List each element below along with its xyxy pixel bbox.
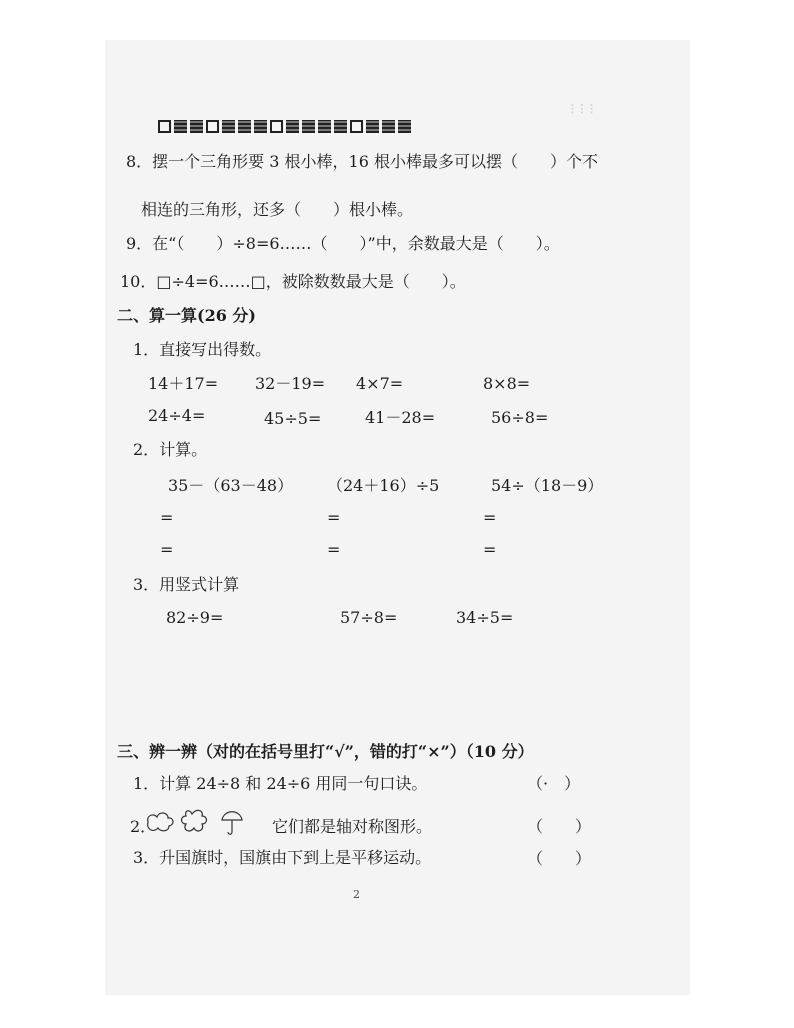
filled-square	[302, 120, 315, 133]
filled-square	[366, 120, 379, 133]
oral-calc-item: 45÷5=	[264, 409, 322, 428]
question-10: 10．□÷4=6……□，被除数数最大是（ ）。	[120, 272, 466, 291]
outline-square	[206, 120, 219, 133]
judge-question-2: 它们都是轴对称图形。	[272, 817, 433, 836]
bleed-through-text: ⁝ ⁝ ⁝	[570, 100, 594, 118]
filled-square	[334, 120, 347, 133]
section-2-sub1-title: 1．直接写出得数。	[133, 340, 272, 359]
header-block-row	[158, 120, 411, 133]
equals-sign: =	[483, 540, 497, 559]
filled-square	[174, 120, 187, 133]
section-2-title: 二、算一算(26 分)	[117, 306, 256, 325]
cloud-shape-icon	[148, 813, 173, 831]
filled-square	[222, 120, 235, 133]
filled-square	[190, 120, 203, 133]
oral-calc-item: 24÷4=	[148, 406, 206, 425]
filled-square	[398, 120, 411, 133]
oral-calc-item: 4×7=	[356, 374, 404, 393]
judge-answer-box-2[interactable]: （ ）	[527, 817, 592, 836]
section-3-title: 三、辨一辨（对的在括号里打“√”，错的打“×”）（10 分）	[117, 742, 534, 761]
section-2-sub3-title: 3．用竖式计算	[133, 575, 240, 594]
equals-sign: =	[160, 540, 174, 559]
question-8-line1: 8．摆一个三角形要 3 根小棒，16 根小棒最多可以摆（ ）个不	[126, 152, 598, 171]
judge-question-3: 3．升国旗时，国旗由下到上是平移运动。	[133, 848, 432, 867]
section-2-sub2-title: 2．计算。	[133, 440, 208, 459]
symmetric-shapes-figure	[144, 806, 274, 838]
judge-answer-box-3[interactable]: （ ）	[527, 849, 592, 868]
oral-calc-item: 41－28=	[365, 408, 436, 427]
outline-square	[158, 120, 171, 133]
outline-square	[350, 120, 363, 133]
equals-sign: =	[483, 508, 497, 527]
umbrella-shape-icon	[222, 812, 242, 835]
judge-answer-box-1[interactable]: （· ）	[527, 774, 581, 793]
filled-square	[318, 120, 331, 133]
filled-square	[238, 120, 251, 133]
calc-expression: 35－（63－48）	[168, 476, 294, 495]
equals-sign: =	[160, 508, 174, 527]
outline-square	[270, 120, 283, 133]
filled-square	[286, 120, 299, 133]
filled-square	[254, 120, 267, 133]
judge-question-1: 1．计算 24÷8 和 24÷6 用同一句口诀。	[133, 774, 428, 793]
judge-question-2-number: 2．	[130, 817, 157, 836]
equals-sign: =	[327, 540, 341, 559]
equals-sign: =	[327, 508, 341, 527]
question-8-line2: 相连的三角形，还多（ ）根小棒。	[141, 200, 414, 219]
calc-expression: 54÷（18－9）	[491, 476, 604, 495]
page-number: 2	[353, 888, 360, 901]
oral-calc-item: 56÷8=	[491, 408, 549, 427]
question-9: 9．在“（ ）÷8=6……（ ）”中，余数最大是（ ）。	[126, 234, 560, 253]
filled-square	[382, 120, 395, 133]
calc-expression: （24＋16）÷5	[327, 476, 440, 495]
oral-calc-item: 14＋17=	[148, 374, 219, 393]
vertical-calc-expression: 34÷5=	[456, 608, 514, 627]
vertical-calc-expression: 82÷9=	[166, 608, 224, 627]
oral-calc-item: 8×8=	[483, 374, 531, 393]
vertical-calc-expression: 57÷8=	[340, 608, 398, 627]
oral-calc-item: 32－19=	[255, 374, 326, 393]
flower-shape-icon	[182, 810, 207, 831]
